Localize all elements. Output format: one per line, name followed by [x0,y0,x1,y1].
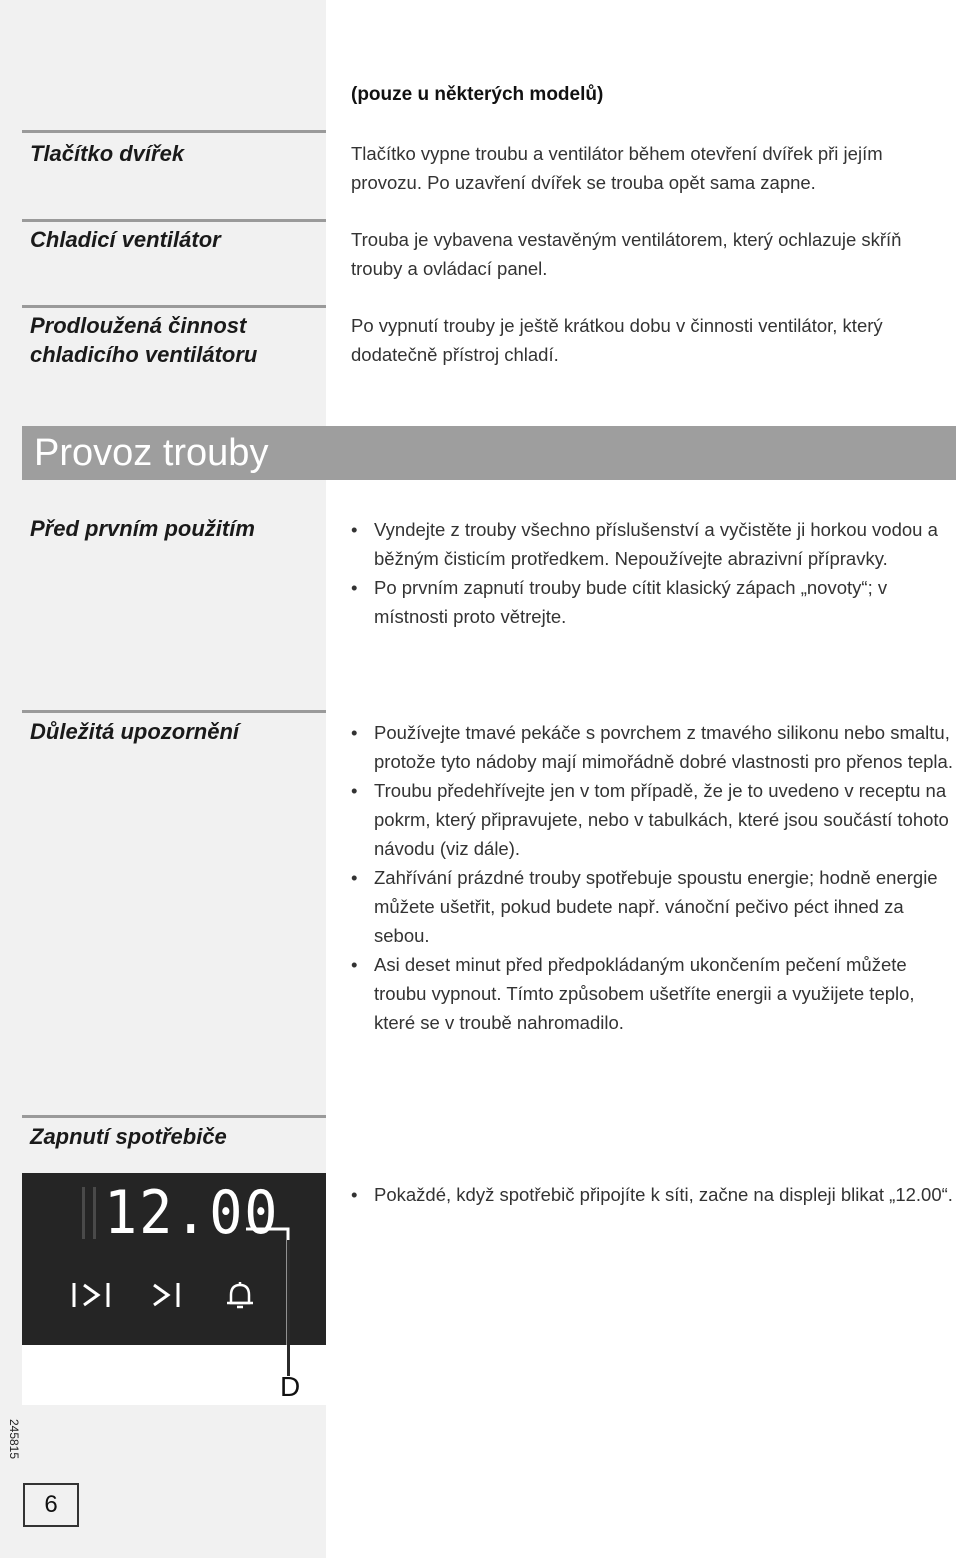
important-notes-list [351,718,957,1037]
display-time: 12.00 [104,1178,280,1248]
divider [22,219,326,222]
divider [22,1115,326,1118]
list-item: • Zahřívání prázdné trouby spotřebuje spoustu energie; hodně energie můžete ušetřit, pokud budete např. vánoční pečivo péct ihned za sebou. [351,863,957,950]
row-title-cooling-fan: Chladicí ventilátor [30,227,221,252]
models-note: (pouze u některých modelů) [351,84,604,105]
row-title-extended-fan [30,311,320,369]
divider [22,710,326,713]
power-on-list [351,1180,957,1209]
row-title-line: Prodloužená činnost [30,313,247,338]
divider [22,305,326,308]
document-code: 245815 [7,1418,21,1460]
list-item: • Pokaždé, když spotřebič připojíte k síti, začne na displeji blikat „12.00“. [351,1180,957,1209]
page-number: 6 [23,1483,79,1527]
list-item: • Vyndejte z trouby všechno příslušenství a vyčistěte ji horkou vodou a běžným čisticím protředkem. Nepoužívejte abrazivní přípravky. [351,515,957,573]
row-text-extended-fan: Po vypnutí trouby je ještě krátkou dobu v činnosti ventilátor, který dodatečně přístroj chladí. [351,315,883,365]
inactive-digit-segment [82,1187,96,1239]
callout-line-lower [287,1240,290,1376]
before-first-use-title: Před prvním použitím [30,516,255,541]
skip-to-start-icon [74,1283,108,1307]
power-on-title: Zapnutí spotřebiče [30,1124,227,1149]
display-icons [68,1279,268,1311]
list-item: • Asi deset minut před předpokládaným ukončením pečení můžete troubu vypnout. Tímto způsobem ušetříte energii a využijete teplo, které se v troubě nahromadilo. [351,950,957,1037]
row-title-door-button: Tlačítko dvířek [30,141,185,166]
divider [22,130,326,133]
callout-line [240,1220,300,1380]
list-item: • Po prvním zapnutí trouby bude cítit klasický zápach „novoty“; v místnosti proto větrejte. [351,573,957,631]
section-title: Provoz trouby [34,432,269,474]
row-text-cooling-fan: Trouba je vybavena vestavěným ventilátorem, který ochlazuje skříň trouby a ovládací panel. [351,229,902,279]
section-header-bar [22,426,956,480]
skip-to-end-icon [154,1283,178,1307]
before-first-use-list [351,515,957,631]
list-item: • Používejte tmavé pekáče s povrchem z tmavého silikonu nebo smaltu, protože tyto nádoby mají mimořádně dobré vlastnosti pro přenos tepla. [351,718,957,776]
callout-label: D [280,1371,301,1402]
row-text-door-button: Tlačítko vypne troubu a ventilátor během otevření dvířek při jejím provozu. Po uzavření dvířek se trouba opět sama zapne. [351,143,883,193]
row-title-line: chladicího ventilátoru [30,342,258,367]
list-item: • Troubu předehřívejte jen v tom případě, že je to uvedeno v receptu na pokrm, který připravujete, nebo v tabulkách, které jsou součástí tohoto návodu (viz dále). [351,776,957,863]
important-notes-title: Důležitá upozornění [30,719,239,744]
